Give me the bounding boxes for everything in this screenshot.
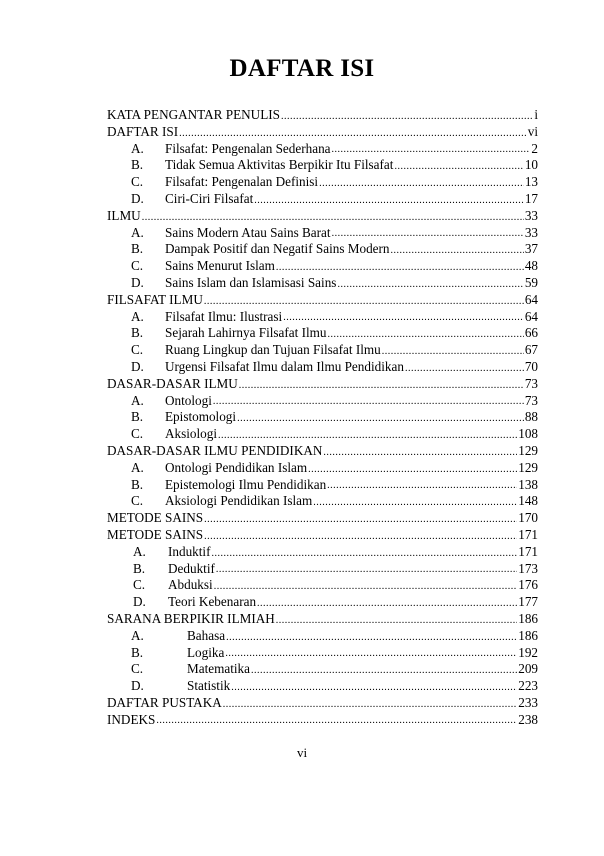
toc-entry-page: 223 — [518, 678, 538, 694]
toc-entry-label: DAFTAR ISI — [107, 123, 179, 139]
toc-entry-page: 129 — [518, 459, 538, 475]
toc-entry-page: 59 — [524, 274, 538, 290]
toc-entry[interactable] — [107, 510, 538, 527]
toc-entry-page: 148 — [518, 493, 538, 509]
toc-entry-label: DASAR-DASAR ILMU PENDIDIKAN — [107, 442, 323, 458]
toc-entry-label: Epistomologi — [165, 409, 237, 425]
toc-entry-label: Sains Menurut Islam — [165, 258, 275, 274]
toc-entry-page: 171 — [518, 526, 538, 542]
toc-entry[interactable] — [107, 225, 538, 242]
toc-entry-page: 192 — [518, 644, 538, 660]
toc-entry-letter: C. — [131, 661, 144, 677]
toc-entry-page: 173 — [518, 560, 538, 576]
dot-leader — [212, 547, 518, 561]
toc-entry-label: Teori Kebenaran — [168, 594, 257, 610]
toc-entry-letter: A. — [131, 392, 144, 408]
dot-leader — [382, 345, 524, 359]
dot-leader — [226, 631, 517, 645]
toc-entry[interactable] — [107, 292, 538, 309]
toc-entry-page: 33 — [524, 207, 538, 223]
dot-leader — [328, 328, 524, 342]
toc-entry-label: KATA PENGANTAR PENULIS — [107, 107, 280, 122]
toc-entry-label: METODE SAINS — [107, 526, 204, 542]
toc-entry-label: Sejarah Lahirnya Filsafat Ilmu — [165, 325, 327, 341]
toc-entry-label: Ciri-Ciri Filsafat — [165, 190, 254, 206]
toc-entry-letter: D. — [131, 358, 144, 374]
toc-entry-label: Induktif — [168, 543, 211, 559]
toc-entry-label: Aksiologi — [165, 426, 218, 442]
toc-entry-page: 13 — [524, 174, 538, 190]
toc-entry[interactable] — [107, 426, 538, 443]
toc-entry-page: 176 — [518, 577, 538, 593]
dot-leader — [394, 160, 523, 174]
toc-entry-letter: B. — [131, 476, 144, 492]
dot-leader — [239, 379, 524, 393]
dot-leader — [204, 530, 517, 544]
toc-entry-letter: B. — [131, 644, 144, 660]
toc-entry-letter: B. — [131, 241, 144, 257]
dot-leader — [213, 395, 524, 409]
toc-entry[interactable] — [107, 258, 538, 275]
toc-entry-letter: C. — [131, 493, 144, 509]
toc-entry-letter: A. — [131, 459, 144, 475]
dot-leader — [308, 463, 517, 477]
toc-entry-label: FILSAFAT ILMU — [107, 291, 203, 307]
dot-leader — [337, 278, 523, 292]
toc-entry-page: 170 — [518, 510, 538, 526]
toc-entry-page: 238 — [518, 711, 538, 727]
toc-entry-label: DASAR-DASAR ILMU — [107, 375, 238, 391]
toc-entry-label: ILMU — [107, 207, 141, 223]
toc-entry-label: Filsafat Ilmu: Ilustrasi — [165, 308, 283, 324]
toc-entry-label: Sains Modern Atau Sains Barat — [165, 224, 331, 240]
toc-entry-letter: A. — [133, 543, 146, 559]
toc-entry-page: 37 — [524, 241, 538, 257]
dot-leader — [204, 295, 524, 309]
toc-entry[interactable] — [107, 208, 538, 225]
toc-entry-page: 177 — [518, 594, 538, 610]
dot-leader — [231, 681, 517, 695]
dot-leader — [332, 227, 524, 241]
dot-leader — [254, 194, 524, 208]
table-of-contents — [107, 107, 538, 728]
toc-entry[interactable] — [107, 359, 538, 376]
toc-entry-letter: B. — [133, 560, 146, 576]
toc-entry-page: vi — [527, 123, 538, 139]
toc-entry-page: 10 — [524, 157, 538, 173]
dot-leader — [225, 647, 517, 661]
toc-entry[interactable] — [107, 561, 538, 578]
dot-leader — [276, 614, 517, 628]
toc-entry[interactable] — [107, 645, 538, 662]
toc-entry-label: Bahasa — [187, 627, 226, 643]
toc-entry[interactable] — [107, 409, 538, 426]
dot-leader — [237, 412, 524, 426]
toc-entry-label: Matematika — [187, 661, 250, 677]
toc-entry-label: Aksiologi Pendidikan Islam — [165, 493, 313, 509]
toc-entry-page: 70 — [524, 358, 538, 374]
toc-entry-label: Dampak Positif dan Negatif Sains Modern — [165, 241, 390, 257]
toc-entry[interactable] — [107, 191, 538, 208]
toc-entry[interactable] — [107, 477, 538, 494]
toc-entry[interactable] — [107, 275, 538, 292]
toc-entry-page: 209 — [518, 661, 538, 677]
toc-entry[interactable] — [107, 342, 538, 359]
toc-entry-page: 48 — [524, 258, 538, 274]
toc-entry-page: 17 — [524, 190, 538, 206]
toc-entry-label: Filsafat: Pengenalan Sederhana — [165, 140, 331, 156]
dot-leader — [214, 580, 518, 594]
toc-entry[interactable] — [107, 157, 538, 174]
toc-entry-page: 64 — [524, 291, 538, 307]
toc-entry[interactable] — [107, 174, 538, 191]
dot-leader — [391, 244, 524, 258]
toc-entry[interactable] — [107, 695, 538, 712]
dot-leader — [327, 479, 517, 493]
dot-leader — [251, 664, 517, 678]
toc-entry-label: Ruang Lingkup dan Tujuan Filsafat Ilmu — [165, 342, 381, 358]
toc-entry-page: 73 — [524, 375, 538, 391]
toc-entry[interactable] — [107, 527, 538, 544]
toc-entry-label: Statistik — [187, 678, 231, 694]
toc-entry[interactable] — [107, 443, 538, 460]
toc-entry-page: 233 — [518, 694, 538, 710]
toc-entry-label: Urgensi Filsafat Ilmu dalam Ilmu Pendidikan — [165, 358, 404, 374]
toc-entry[interactable] — [107, 611, 538, 628]
dot-leader — [313, 496, 517, 510]
dot-leader — [319, 177, 524, 191]
toc-entry[interactable] — [107, 661, 538, 678]
toc-entry[interactable] — [107, 493, 538, 510]
toc-entry-letter: D. — [131, 274, 144, 290]
toc-entry-label: Tidak Semua Aktivitas Berpikir Itu Filsafat — [165, 157, 394, 173]
toc-entry-letter: C. — [131, 258, 144, 274]
toc-entry-label: SARANA BERPIKIR ILMIAH — [107, 610, 275, 626]
toc-entry-letter: C. — [131, 174, 144, 190]
toc-entry-letter: D. — [131, 190, 144, 206]
toc-entry-letter: A. — [131, 308, 144, 324]
dot-leader — [223, 698, 517, 712]
toc-entry[interactable] — [107, 124, 538, 141]
toc-entry-page: 67 — [524, 342, 538, 358]
dot-leader — [204, 513, 517, 527]
toc-entry-label: DAFTAR PUSTAKA — [107, 694, 222, 710]
toc-entry-letter: C. — [131, 342, 144, 358]
toc-entry-page: 186 — [518, 610, 538, 626]
toc-entry[interactable] — [107, 376, 538, 393]
toc-entry[interactable] — [107, 712, 538, 729]
dot-leader — [332, 143, 531, 157]
toc-entry-page: 186 — [518, 627, 538, 643]
toc-entry[interactable] — [107, 141, 538, 158]
dot-leader — [283, 311, 524, 325]
toc-entry[interactable] — [107, 678, 538, 695]
toc-entry-page: 171 — [518, 543, 538, 559]
toc-entry-page: 88 — [524, 409, 538, 425]
toc-entry[interactable] — [107, 544, 538, 561]
toc-entry-letter: B. — [131, 409, 144, 425]
toc-entry[interactable] — [107, 107, 538, 124]
dot-leader — [405, 362, 524, 376]
toc-entry[interactable] — [107, 594, 538, 611]
toc-entry-label: Epistemologi Ilmu Pendidikan — [165, 476, 327, 492]
dot-leader — [216, 563, 517, 577]
toc-entry[interactable] — [107, 309, 538, 326]
toc-entry-label: Deduktif — [168, 560, 215, 576]
toc-entry[interactable] — [107, 460, 538, 477]
dot-leader — [281, 110, 533, 124]
toc-entry-letter: A. — [131, 224, 144, 240]
dot-leader — [323, 446, 517, 460]
toc-entry-label: Filsafat: Pengenalan Definisi — [165, 174, 319, 190]
toc-entry-page: 66 — [524, 325, 538, 341]
toc-entry-label: METODE SAINS — [107, 510, 204, 526]
dot-leader — [257, 597, 517, 611]
dot-leader — [179, 127, 527, 141]
toc-entry-label: Ontologi Pendidikan Islam — [165, 459, 308, 475]
toc-entry-letter: C. — [131, 426, 144, 442]
toc-entry-label: Ontologi — [165, 392, 212, 408]
dot-leader — [218, 429, 517, 443]
toc-entry-page: 129 — [518, 442, 538, 458]
toc-entry-letter: A. — [131, 627, 144, 643]
toc-entry-page: 108 — [518, 426, 538, 442]
dot-leader — [142, 211, 524, 225]
toc-entry-letter: A. — [131, 140, 144, 156]
toc-entry[interactable] — [107, 241, 538, 258]
toc-entry-letter: D. — [133, 594, 146, 610]
toc-entry[interactable] — [107, 628, 538, 645]
toc-entry[interactable] — [107, 393, 538, 410]
toc-entry-page: 33 — [524, 224, 538, 240]
toc-entry[interactable] — [107, 325, 538, 342]
dot-leader — [276, 261, 524, 275]
toc-entry-letter: B. — [131, 325, 144, 341]
toc-entry-label: Abduksi — [168, 577, 213, 593]
toc-entry-page: 73 — [524, 392, 538, 408]
toc-entry-label: Logika — [187, 644, 225, 660]
toc-entry-page: 2 — [531, 140, 538, 156]
toc-entry-label: Sains Islam dan Islamisasi Sains — [165, 274, 337, 290]
toc-entry-label: INDEKS — [107, 711, 156, 727]
toc-entry-letter: D. — [131, 678, 144, 694]
toc-entry-letter: B. — [131, 157, 144, 173]
toc-entry-page: 138 — [518, 476, 538, 492]
toc-entry-page: i — [534, 107, 538, 122]
dot-leader — [156, 714, 517, 728]
toc-entry[interactable] — [107, 577, 538, 594]
toc-entry-page: 64 — [524, 308, 538, 324]
page-title: DAFTAR ISI — [229, 55, 375, 82]
page-number: vi — [296, 745, 308, 760]
toc-entry-letter: C. — [133, 577, 146, 593]
